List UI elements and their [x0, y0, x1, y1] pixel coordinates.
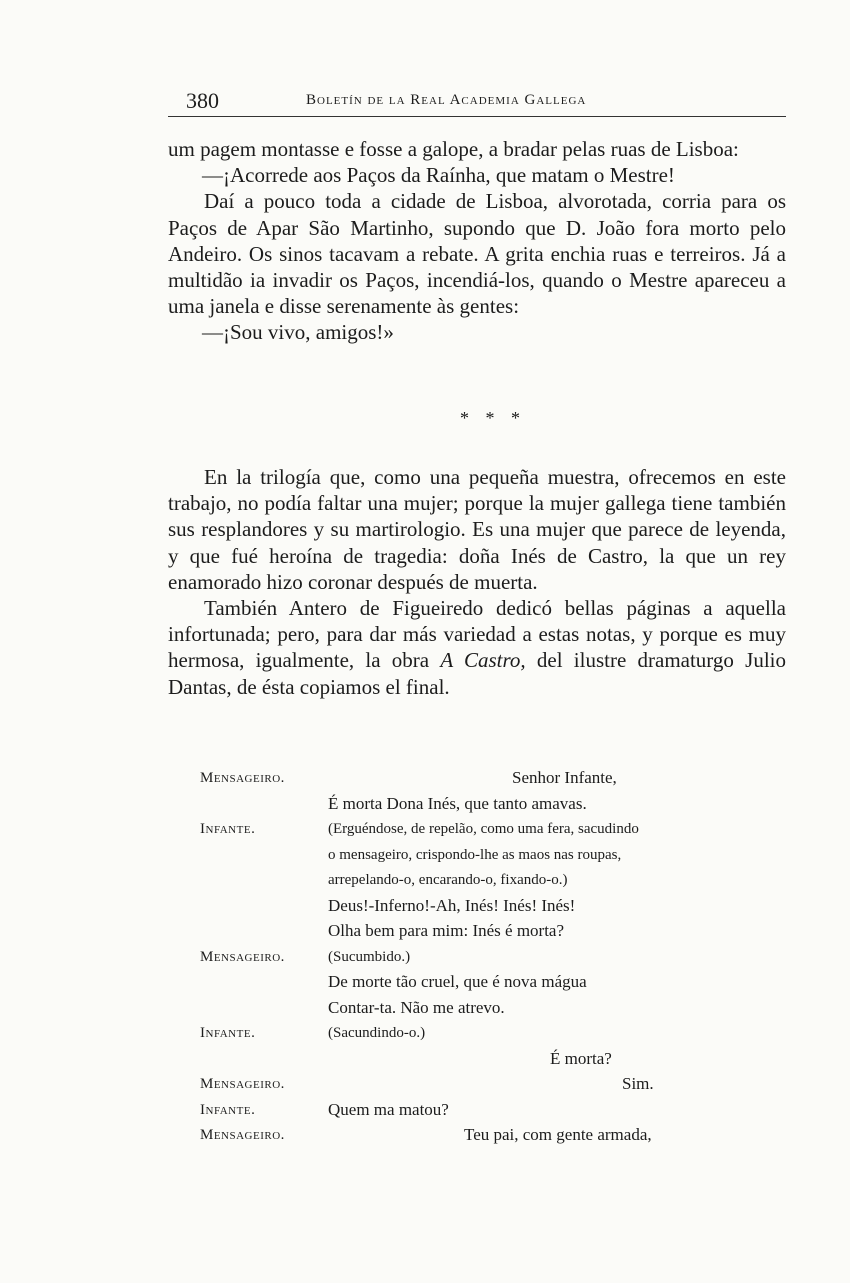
stage-direction: (Sacundindo-o.) — [328, 1025, 426, 1041]
verse-line: É morta Dona Inés, que tanto amavas. — [328, 793, 587, 813]
play-row — [200, 1023, 780, 1049]
play-row — [200, 947, 780, 973]
quote-line: —¡Sou vivo, amigos!» — [202, 320, 394, 345]
page-header — [168, 86, 786, 117]
verse-line: Contar-ta. Não me atrevo. — [328, 997, 505, 1017]
play-excerpt — [200, 768, 780, 1151]
paragraph: Daí a pouco toda a cidade de Lisboa, alvorotada, corria para os Paços de Apar São Martinho, supondo que D. João fora morto pelo Andeiro. Os sinos tacavam a rebate. A grita enchia ruas e terreiros. Já a multidão ia invadir os Paços, incendiá-los, quando o Mestre apareceu a uma janela e disse serenamente às gentes: — [168, 189, 786, 319]
quote-line: —¡Acorrede aos Paços da Raínha, que matam o Mestre! — [202, 163, 675, 188]
stage-direction: (Erguéndose, de repelão, como uma fera, sacudindo — [328, 821, 639, 837]
running-title: Boletín de la Real Academia Gallega — [306, 92, 587, 108]
paragraph — [168, 595, 786, 700]
paragraph: En la trilogía que, como una pequeña muestra, ofrecemos en este trabajo, no podía faltar una mujer; porque la mujer gallega tiene también sus resplandores y su martirologio. Es una mujer que parece de leyenda, y que fué heroína de tragedia: doña Inés de Castro, la que un rey enamorado hizo coronar después de muerta. — [168, 465, 786, 594]
stage-direction: (Sucumbido.) — [328, 948, 411, 965]
play-row — [200, 998, 780, 1024]
verse-line: Sim. — [622, 1074, 654, 1093]
work-title: A Castro, — [440, 648, 526, 673]
text-run: También Antero de Figueiredo dedicó bellas páginas a aquella infortunada; pero, para dar más variedad a estas notas, y porque es muy hermosa, igualmente, la obra — [168, 596, 786, 673]
page-number: 380 — [186, 88, 219, 113]
play-row — [200, 845, 780, 871]
verse-line: De morte tão cruel, que é nova mágua — [328, 972, 587, 991]
play-row — [200, 1049, 780, 1075]
play-row — [200, 1100, 780, 1126]
stage-direction: arrepelando-o, encarando-o, fixando-o.) — [328, 872, 568, 888]
verse-line: Deus!-Inferno!-Ah, Inés! Inés! Inés! — [328, 895, 576, 915]
paragraph: um pagem montasse e fosse a galope, a bradar pelas ruas de Lisboa: — [168, 137, 739, 161]
text-run: del ilustre dramaturgo Julio Dantas, de ésta copiamos el final. — [168, 648, 786, 699]
play-row — [200, 819, 780, 845]
verse-line: Olha bem para mim: Inés é morta? — [328, 921, 565, 940]
section-two — [168, 464, 786, 700]
speaker-name: Infante. — [200, 1025, 256, 1041]
speaker-name: Mensageiro. — [200, 948, 285, 965]
play-row — [200, 870, 780, 896]
verse-line: Senhor Infante, — [512, 768, 617, 787]
section-separator: * * * — [460, 408, 526, 428]
section-one — [168, 136, 786, 346]
verse-line: Teu pai, com gente armada, — [464, 1125, 652, 1144]
play-row — [200, 1074, 780, 1100]
play-row — [200, 921, 780, 947]
play-row — [200, 972, 780, 998]
play-row — [200, 896, 780, 922]
verse-line: É morta? — [550, 1048, 612, 1068]
play-row — [200, 768, 780, 794]
stage-direction: o mensageiro, crispondo-lhe as maos nas roupas, — [328, 846, 622, 863]
verse-line: Quem ma matou? — [328, 1099, 449, 1119]
speaker-name: Infante. — [200, 821, 256, 837]
speaker-name: Mensageiro. — [200, 770, 285, 786]
play-row — [200, 1125, 780, 1151]
speaker-name: Mensageiro. — [200, 1127, 285, 1143]
speaker-name: Infante. — [200, 1101, 256, 1118]
speaker-name: Mensageiro. — [200, 1076, 285, 1092]
play-row — [200, 794, 780, 820]
